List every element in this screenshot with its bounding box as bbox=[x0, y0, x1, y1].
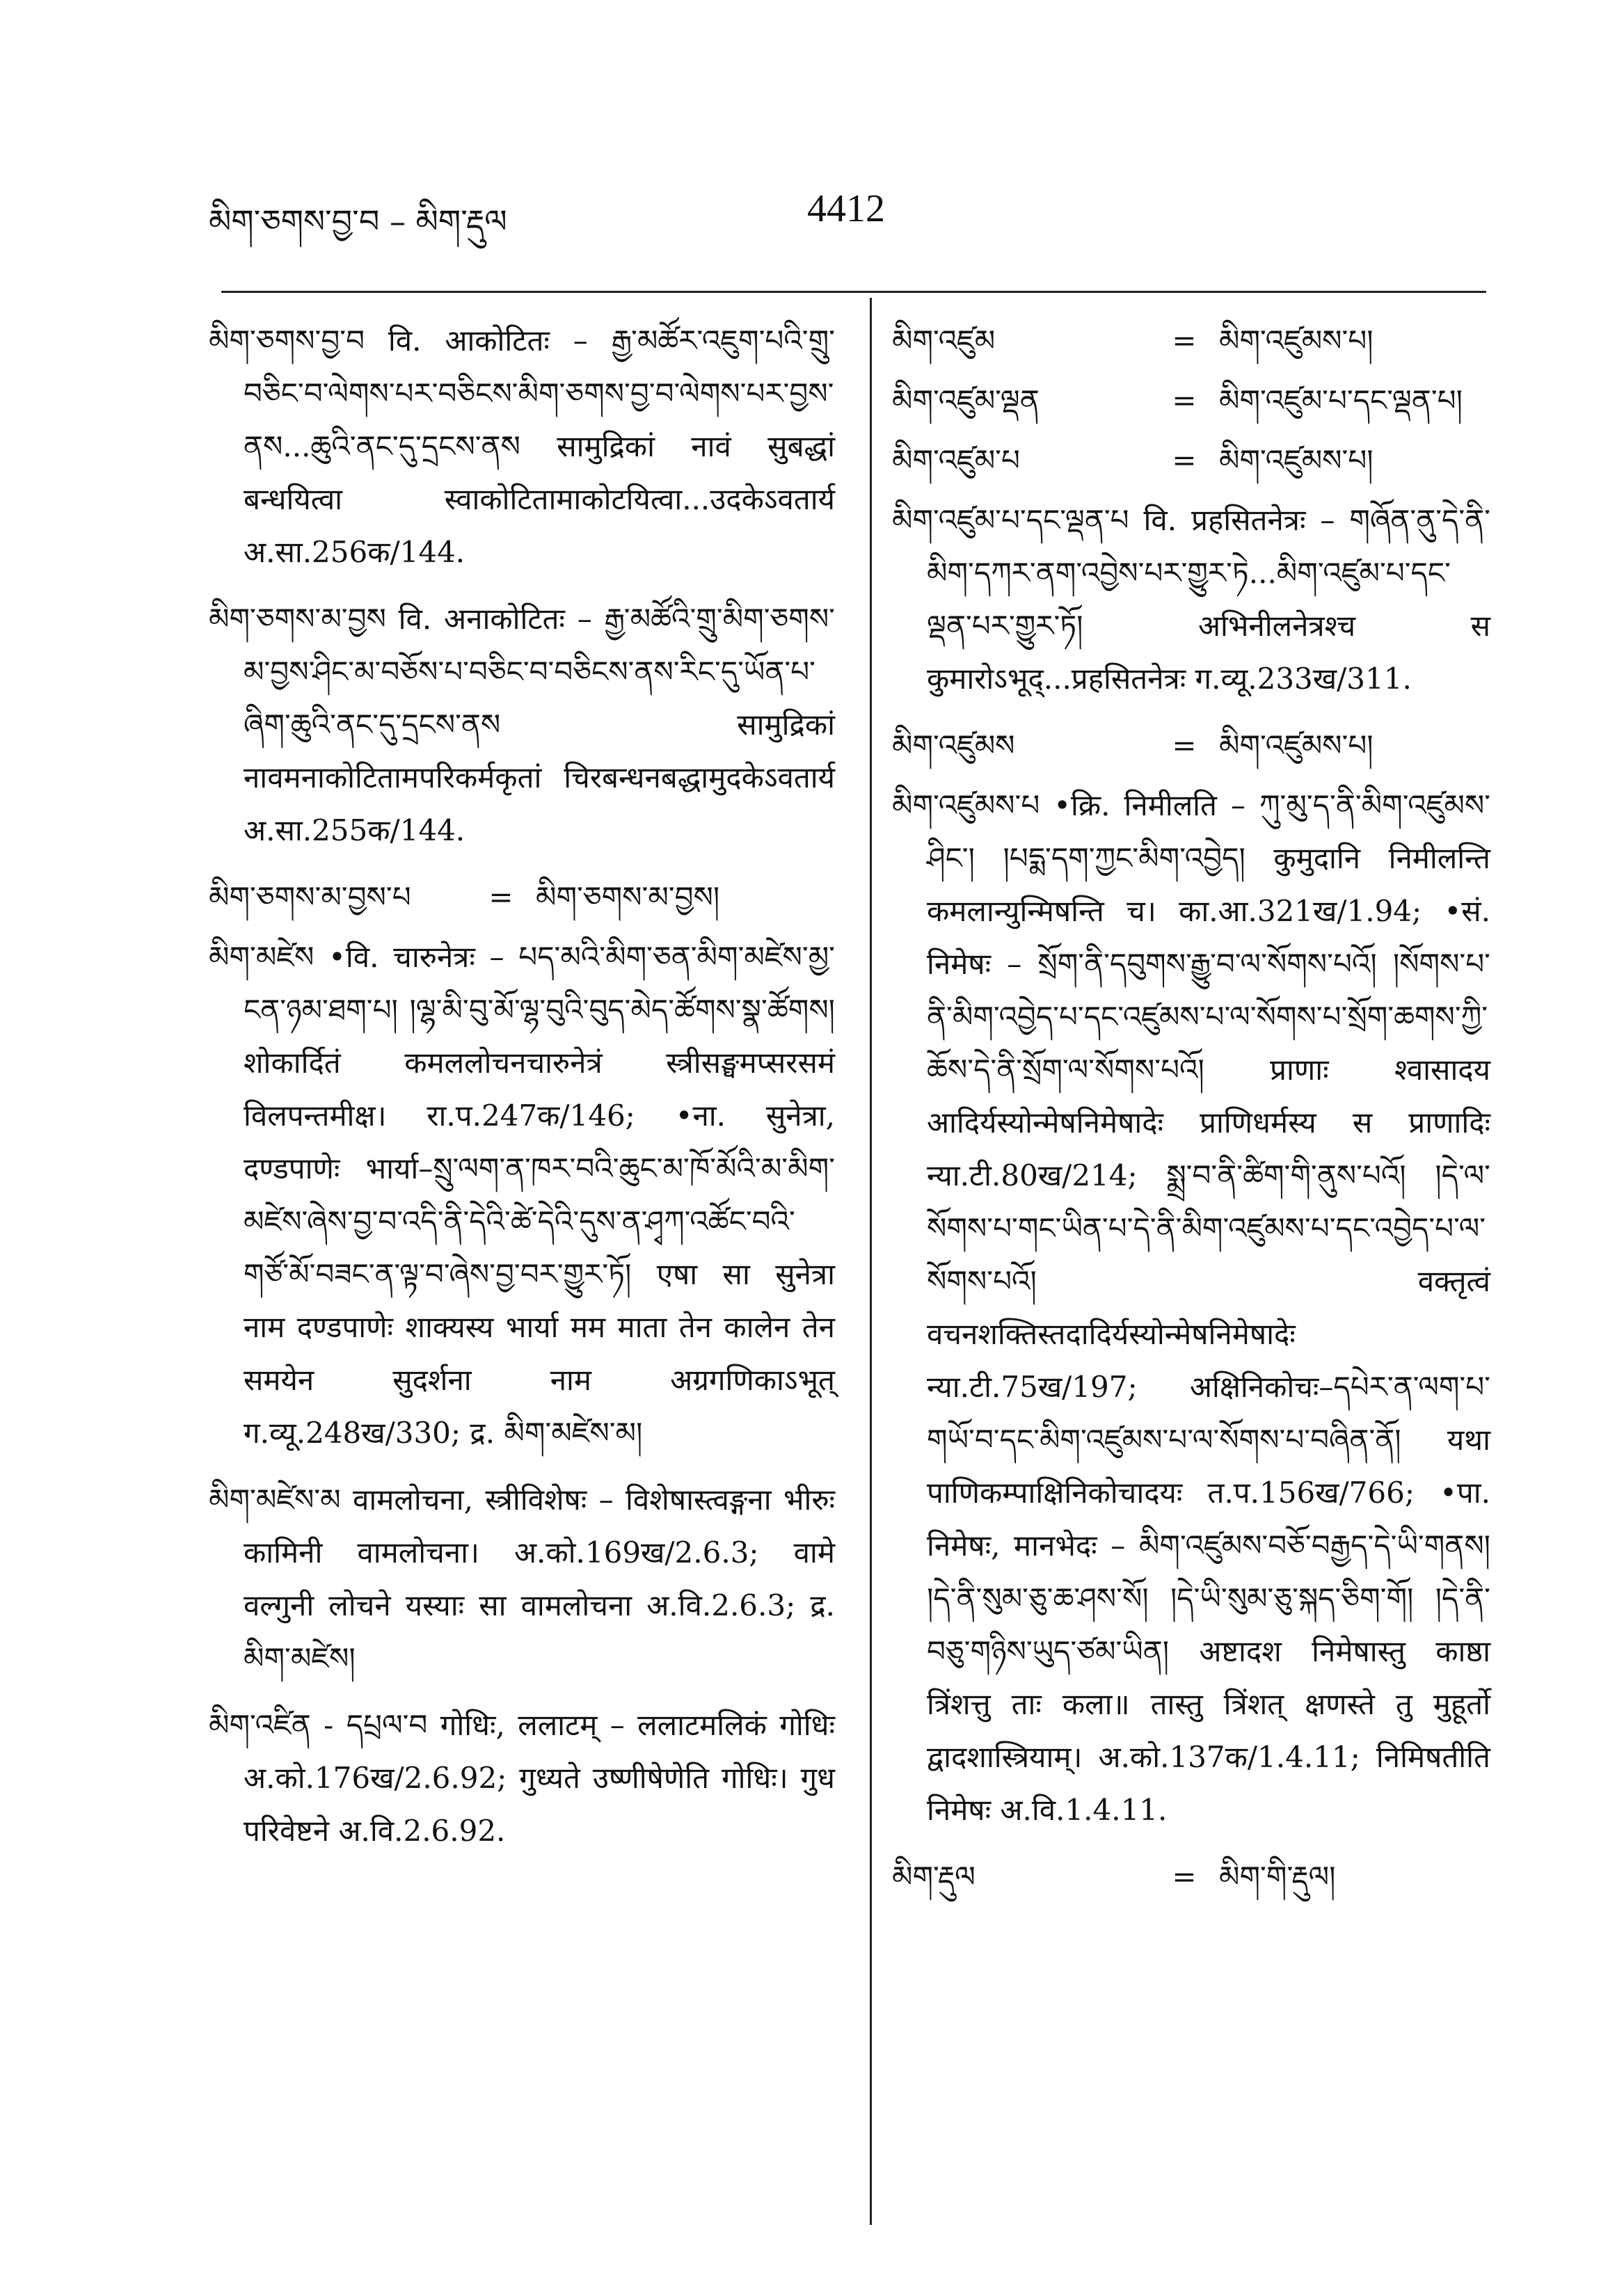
header-rule bbox=[221, 291, 1486, 293]
dictionary-entry: མིག་ཅགས་མ་བྱས वि. अनाकोटितः – རྒྱ་མཚོའི་གྲུ་མིག་ཅགས་མ་བྱས་ཤིང་མ་བཅོས་པ་བཅིང་བ་བཅིངས་ནས་རིང་དུ་ཡོན་པ་ཞིག་ཆུའི་ནང་དུ་དྲངས་ནས सामुद्रिकां नावमनाकोटितामपरिकर्मकृतां चिरबन्धनबद्धामुदकेऽवतार्य अ.सा.255क/144. bbox=[209, 602, 835, 847]
cross-reference-entry bbox=[892, 1851, 1490, 1903]
dictionary-entry: མིག་མཛེས་མ वामलोचना, स्त्रीविशेषः – विशेषास्त्वङ्गना भीरुः कामिनी वामलोचना। अ.को.169ख/2.6.3; वामे वल्गुनी लोचने यस्याः सा वामलोचना अ.वि.2.6.3; द्र. མིག་མཛེས། bbox=[209, 1483, 835, 1675]
left-column bbox=[209, 314, 835, 1871]
xref-equals: = bbox=[1172, 443, 1197, 477]
xref-equals: = bbox=[1172, 1860, 1197, 1894]
dictionary-entry: མིག་འཛུམ་པ་དང་ལྡན་པ वि. प्रहसितनेत्रः – གཞོན་ནུ་དེ་ནི་མིག་དཀར་ནག་འབྱེས་པར་གྱུར་ཏེ...མིག་འཛུམ་པ་དང་ལྡན་པར་གྱུར་ཏོ། अभिनीलनेत्रश्च स कुमारोऽभूद्...प्रहसितनेत्रः ग.व्यू.233ख/311. bbox=[892, 503, 1490, 696]
xref-target: མིག་འཛུམས་པ། bbox=[1219, 728, 1374, 763]
xref-target: མིག་ཅགས་མ་བྱས། bbox=[536, 880, 720, 914]
dictionary-entry: མིག་འཛིན - དཔྲལ་བ गोधिः, ललाटम् – ललाटमलिकं गोधिः अ.को.176ख/2.6.92; गुध्यते उष्णीषेणेति गोधिः। गुध परिवेष्टने अ.वि.2.6.92. bbox=[209, 1708, 835, 1848]
xref-headword: མིག་ཅགས་མ་བྱས་པ bbox=[209, 880, 411, 914]
dictionary-entry: མིག་མཛེས •वि. चारुनेत्रः – པད་མའི་མིག་ཅན་མིག་མཛེས་མྱ་ངན་ཉམ་ཐག་པ། །ལྷ་མི་བུ་མོ་ལྷ་བུའི་བུད་མེད་ཚོགས་སྣ་ཚོགས། शोकार्दितं कमललोचनचारुनेत्रं स्त्रीसङ्घमप्सरसमं विलपन्तमीक्ष। रा.प.247क/146; •ना. सुनेत्रा, दण्डपाणेः भार्या–སྲུ་ལག་ན་ཁར་བའི་ཆུང་མ་ཁོ་མོའི་མ་མིག་མཛེས་ཞེས་བྱ་བ་འདི་ནི་དེའི་ཚེ་དེའི་དུས་ན་ཤྭཀ་འཚོང་བའི་གཙོ་མོ་བཟང་ན་ལྟ་བ་ཞེས་བྱ་བར་གྱུར་ཏོ། एषा सा सुनेत्रा नाम दण्डपाणेः शाक्यस्य भार्या मम माता तेन कालेन तेन समयेन सुदर्शना नाम अग्रगणिकाऽभूत् ग.व्यू.248ख/330; द्र. མིག་མཛེས་མ། bbox=[209, 940, 835, 1450]
xref-headword: མིག་འཛུམ་ལྡན bbox=[892, 383, 1040, 417]
xref-equals: = bbox=[1172, 728, 1197, 763]
xref-headword: མིག་འཛུམ་པ bbox=[892, 443, 1020, 477]
right-column bbox=[892, 314, 1490, 1910]
cross-reference-entry bbox=[209, 871, 835, 924]
header-guideword: མིག་ཅགས་བྱ་བ – མིག་རྡུལ bbox=[209, 202, 507, 240]
xref-headword: མིག་འཛུམས bbox=[892, 728, 1015, 763]
xref-target: མིག་འཛུམས་པ། bbox=[1219, 324, 1374, 358]
cross-reference-entry bbox=[892, 314, 1490, 367]
xref-equals: = bbox=[1172, 383, 1197, 417]
cross-reference-entry bbox=[892, 434, 1490, 487]
xref-target: མིག་གི་རྡུལ། bbox=[1219, 1860, 1336, 1894]
dictionary-entry: མིག་འཛུམས་པ •क्रि. निमीलति – ཀུ་མུ་ད་ནི་མིག་འཛུམས་ཤིང་། །པདྨ་དག་ཀྱང་མིག་འབྱེད། कुमुदानि निमीलन्ति कमलान्युन्मिषन्ति च। का.आ.321ख/1.94; •सं. निमेषः – སྲོག་ནི་དབུགས་རྒྱུ་བ་ལ་སོགས་པའོ། །སོགས་པ་ནི་མིག་འབྱེད་པ་དང་འཛུམས་པ་ལ་སོགས་པ་སྲོག་ཆགས་ཀྱི་ཆོས་དེ་ནི་སྲོག་ལ་སོགས་པའོ། प्राणाः श्वासादय आदिर्यस्योन्मेषनिमेषादेः प्राणिधर्मस्य स प्राणादिः न्या.टी.80ख/214; སྨྲ་བ་ནི་ཚིག་གི་ནུས་པའོ། །དེ་ལ་སོགས་པ་གང་ཡིན་པ་དེ་ནི་མིག་འཛུམས་པ་དང་འབྱེད་པ་ལ་སོགས་པའོ། वक्तृत्वं वचनशक्तिस्तदादिर्यस्योन्मेषनिमेषादेः न्या.टी.75ख/197; अक्षिनिकोचः–དཔེར་ན་ལག་པ་གཡོ་བ་དང་མིག་འཛུམས་པ་ལ་སོགས་པ་བཞིན་ནོ། यथा पाणिकम्पाक्षिनिकोचादयः त.प.156ख/766; •पा. निमेषः, मानभेदः – མིག་འཛུམས་བཅོ་བརྒྱད་དེ་ཡི་གནས། །དེ་ནི་སུམ་ཅུ་ཆ་ཤས་སོ། །དེ་ཡི་སུམ་ཅུ་སྐད་ཅིག་གོ། །དེ་ནི་བཅུ་གཉིས་ཡུད་ཙམ་ཡིན། अष्टादश निमेषास्तु काष्ठा त्रिंशत्तु ताः कला॥ तास्तु त्रिंशत् क्षणस्ते तु मुहूर्तो द्वादशास्त्रियाम्। अ.को.137क/1.4.11; निमिषतीति निमेषः अ.वि.1.4.11. bbox=[892, 788, 1490, 1827]
xref-headword: མིག་རྡུལ bbox=[892, 1860, 976, 1894]
page-number: 4412 bbox=[807, 187, 885, 230]
column-divider bbox=[870, 298, 872, 2225]
xref-equals: = bbox=[1172, 324, 1197, 358]
xref-equals: = bbox=[488, 880, 514, 914]
xref-headword: མིག་འཛུམ bbox=[892, 324, 996, 358]
dictionary-entry: མིག་ཅགས་བྱ་བ वि. आकोटितः – རྒྱ་མཚོར་འཇུག་པའི་གྲུ་བཅིང་བ་ལེགས་པར་བཅིངས་མིག་ཅགས་བྱ་བ་ལེགས་པར་བྱས་ནས...ཆུའི་ནང་དུ་དྲངས་ནས सामुद्रिकां नावं सुबद्धां बन्धयित्वा स्वाकोटितामाकोटयित्वा...उदकेऽवतार्य अ.सा.256क/144. bbox=[209, 324, 835, 569]
xref-target: མིག་འཛུམས་པ། bbox=[1219, 443, 1374, 477]
cross-reference-entry bbox=[892, 374, 1490, 427]
xref-target: མིག་འཛུམ་པ་དང་ལྡན་པ། bbox=[1219, 383, 1463, 417]
cross-reference-entry bbox=[892, 719, 1490, 772]
